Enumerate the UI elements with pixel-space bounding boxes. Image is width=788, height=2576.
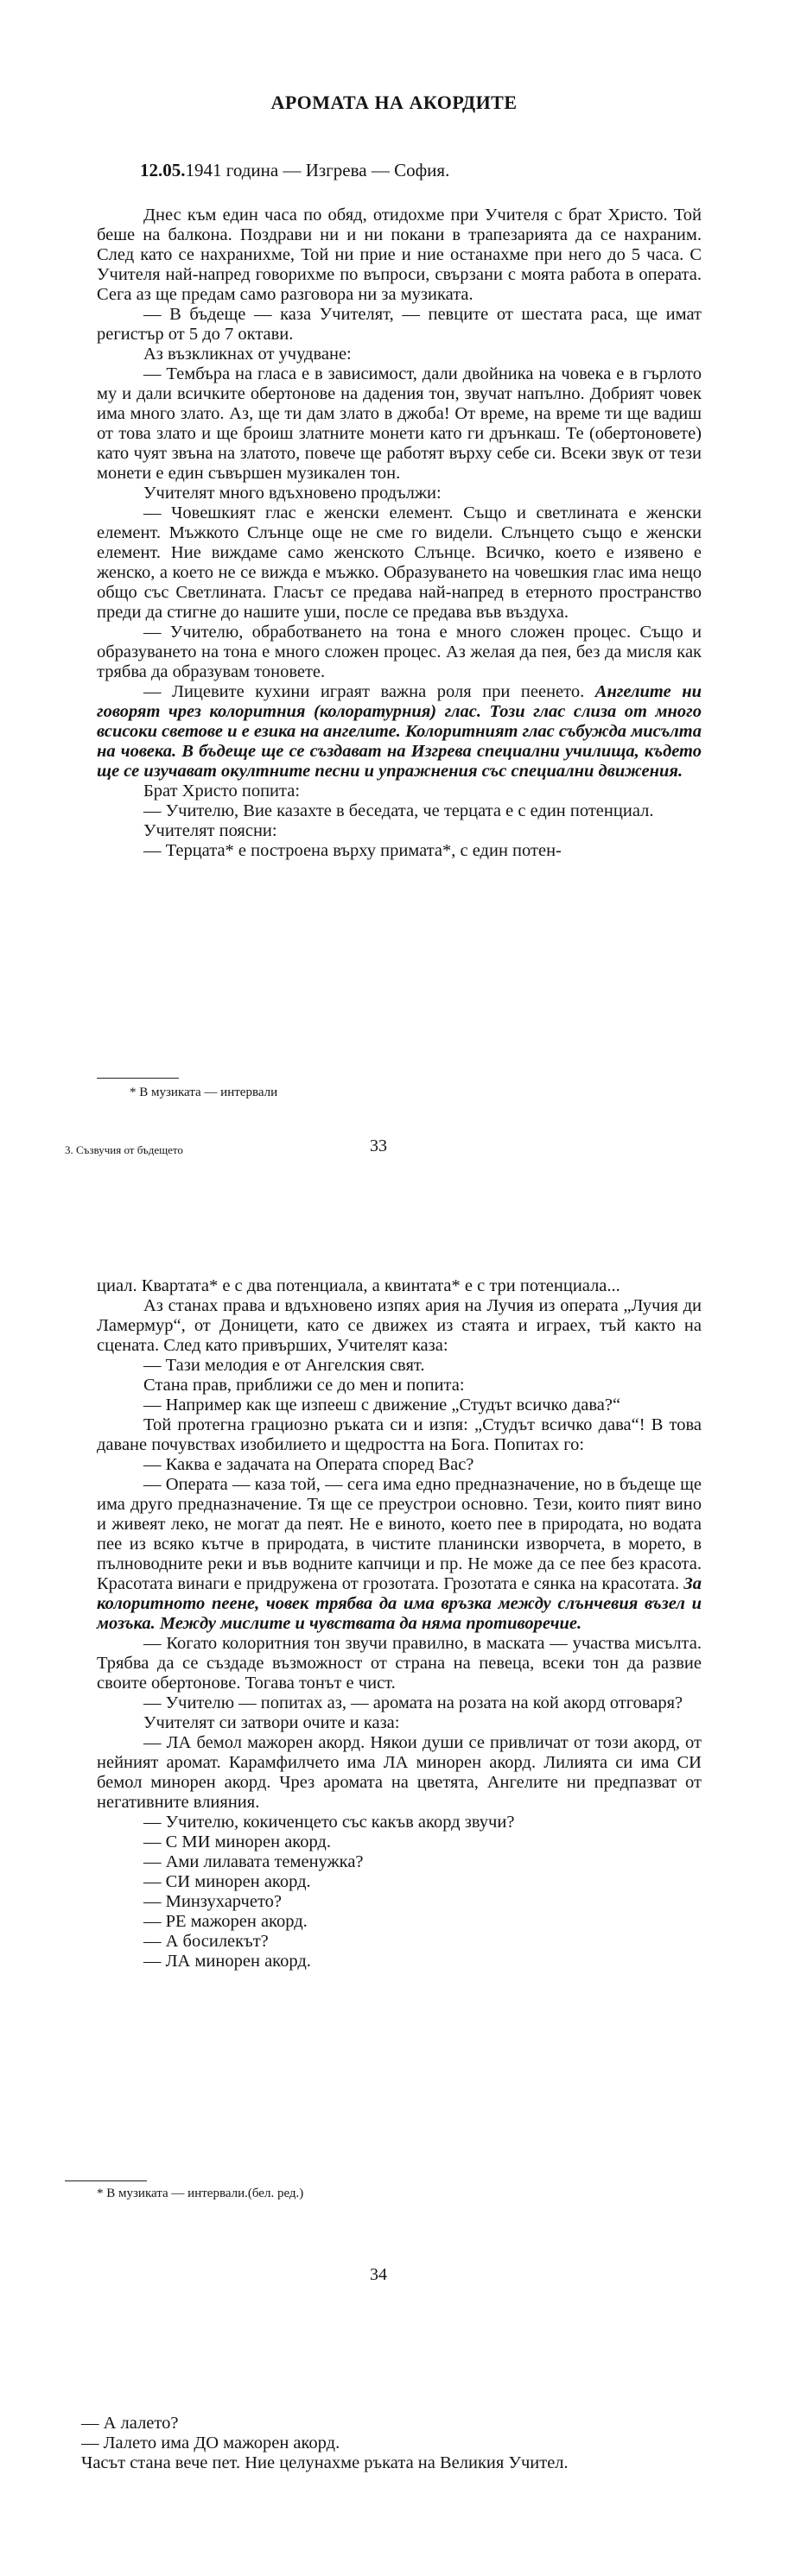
paragraph-text: — С МИ минорен акорд. bbox=[143, 1832, 331, 1851]
paragraph-text: — Лицевите кухини играят важна роля при пеенето. bbox=[143, 682, 585, 701]
paragraph-text: — СИ минорен акорд. bbox=[143, 1872, 311, 1891]
paragraph bbox=[97, 1892, 702, 1912]
paragraph bbox=[97, 1415, 702, 1455]
paragraph bbox=[97, 1872, 702, 1892]
paragraph-text: — Операта — каза той, — сега има едно предназначение, но в бъдеще ще има друго предназначение. Тя ще се преустрои основно. Тези, които пият вино и живеят леко, не могат да пеят. Не е виното, което пее в природата, но водата пее из всяко кътче в природата, в чистите планински изворчета, в морето, в пълноводните реки и във водните капчици и пр. Не може да се пее без красота. Красотата винаги е придружена от грозотата. Грозотата е сянка на красотата. bbox=[97, 1475, 702, 1593]
paragraph-text: Днес към един часа по обяд, отидохме при Учителя с брат Христо. Той беше на балкона. Поздрави ни и ни покани в трапезарията да се нахраним. След като се нахранихме, Той ни прие и ние останахме при него до 5 часа. С Учителя най-напред говорихме по въпроси, свързани с моята работа в операта. Сега аз ще предам само разговора ни за музиката. bbox=[97, 206, 702, 304]
paragraph bbox=[35, 2434, 639, 2453]
paragraph-text: Стана прав, приближи се до мен и попита: bbox=[143, 1376, 465, 1395]
paragraph-text: Учителят много вдъхновено продължи: bbox=[143, 484, 442, 503]
paragraph bbox=[97, 1912, 702, 1932]
paragraph bbox=[97, 1356, 702, 1376]
paragraph bbox=[97, 1396, 702, 1415]
paragraph-text: Часът стана вече пет. Ние целунахме ръката на Великия Учител. bbox=[81, 2453, 569, 2472]
paragraph-text: — Ами лилавата теменужка? bbox=[143, 1852, 364, 1871]
paragraph bbox=[97, 841, 702, 861]
paragraph bbox=[97, 782, 702, 801]
footnote-rule-2 bbox=[65, 2180, 147, 2181]
paragraph bbox=[97, 1296, 702, 1356]
paragraph-text: — А лалето? bbox=[81, 2414, 179, 2433]
page-number-33: 33 bbox=[370, 1136, 387, 1155]
paragraph bbox=[97, 1475, 702, 1634]
paragraph-text: Той протегна грациозно ръката си и изпя: „Студът всичко дава“! В това даване почувствах изобилието и щедростта на Бога. Попитах го: bbox=[97, 1415, 702, 1454]
dateline bbox=[140, 160, 449, 181]
paragraph bbox=[97, 821, 702, 841]
paragraph bbox=[97, 1852, 702, 1872]
paragraph-text: — Например как ще изпееш с движение „Студът всичко дава?“ bbox=[143, 1396, 621, 1415]
page-number-34: 34 bbox=[370, 2265, 387, 2284]
paragraph-text: — ЛА минорен акорд. bbox=[143, 1952, 311, 1971]
paragraph bbox=[97, 623, 702, 682]
emphasis-text: Ангелите ни говорят чрез колоритния (колоратурния) глас. Този глас слиза от много всисоки светове и е езика на ангелите. Колоритният глас събужда мисълта на човека. В бъдеще ще се създават на Изгрева специални училища, където ще се изучават окултните песни и упражнения със специални движения. bbox=[97, 682, 702, 781]
page2-body bbox=[97, 1276, 702, 1972]
paragraph-text: — А босилекът? bbox=[143, 1932, 269, 1951]
book-header-note: 3. Съзвучия от бъдещето bbox=[65, 1143, 183, 1156]
date-rest: 1941 година — Изгрева — София. bbox=[185, 160, 450, 180]
paragraph bbox=[97, 1733, 702, 1813]
paragraph bbox=[97, 1932, 702, 1952]
paragraph-text: — Тембъра на гласа е в зависимост, дали двойника на човека е в гърлото му и дали всичките обертонове на дадения тон, звучат напълно. Добрият човек има много злато. Аз, ще ти дам злато в джоба! От време, на време ти ще вадиш от това злато и ще броиш златните монети като ги дрънкаш. Те (обертоновете) като чуят звъна на златото, повече ще работят върху себе си. Всеки звук от тези монети е един съвършен музикален тон. bbox=[97, 364, 702, 483]
paragraph bbox=[35, 2453, 639, 2473]
paragraph bbox=[97, 1276, 702, 1296]
paragraph bbox=[97, 1634, 702, 1693]
paragraph bbox=[35, 2414, 639, 2434]
paragraph-text: — Учителю, кокиченцето със какъв акорд звучи? bbox=[143, 1813, 515, 1832]
paragraph bbox=[97, 1455, 702, 1475]
paragraph-text: циал. Квартата* е с два потенциала, а квинтата* е с три потенциала... bbox=[97, 1276, 620, 1295]
paragraph bbox=[97, 1952, 702, 1972]
date-bold: 12.05. bbox=[140, 160, 186, 180]
paragraph bbox=[97, 305, 702, 345]
paragraph-text: — Когато колоритния тон звучи правилно, в маската — участва мисълта. Трябва да се създаде възможност от страна на певеца, всеки тон да развие своите обертонове. Тогава тонът е чист. bbox=[97, 1634, 702, 1693]
paragraph-text: Брат Христо попита: bbox=[143, 782, 301, 801]
footnote-2: * В музиката — интервали.(бел. ред.) bbox=[97, 2187, 304, 2200]
paragraph-text: — В бъдеще — каза Учителят, — певците от шестата раса, ще имат регистър от 5 до 7 октави. bbox=[97, 305, 702, 344]
paragraph bbox=[97, 1832, 702, 1852]
article-title: АРОМАТА НА АКОРДИТЕ bbox=[270, 92, 518, 113]
paragraph-text: — Човешкият глас е женски елемент. Също и светлината е женски елемент. Мъжкото Слънце още не сме го видели. Слънцето също е женски елемент. Ние виждаме само женското Слънце. Всичко, което е изявено е женско, а което не се вижда е мъжко. Образуването на човешкия глас има нещо общо със Светлината. Гласът се предава най-напред в етерното пространство преди да стигне до нашите уши, после се предава във въздуха. bbox=[97, 503, 702, 622]
paragraph-text: Учителят поясни: bbox=[143, 821, 277, 840]
paragraph-text: — Терцата* е построена върху примата*, с един потен- bbox=[143, 841, 562, 860]
paragraph-text: — РЕ мажорен акорд. bbox=[143, 1912, 308, 1931]
paragraph bbox=[97, 206, 702, 305]
paragraph-text: Учителят си затвори очите и каза: bbox=[143, 1713, 400, 1732]
paragraph bbox=[97, 1813, 702, 1832]
paragraph bbox=[97, 503, 702, 623]
paragraph bbox=[97, 364, 702, 484]
paragraph-text: Аз станах права и вдъхновено изпях ария на Лучия из операта „Лучия ди Ламермур“, от Доницети, като се движех из стаята и играех, тъй както на сцената. След като привърших, Учителят каза: bbox=[97, 1296, 702, 1355]
page1-body bbox=[97, 206, 702, 861]
paragraph-text: — Лалето има ДО мажорен акорд. bbox=[81, 2434, 340, 2453]
paragraph bbox=[97, 682, 702, 782]
paragraph-text: — Учителю — попитах аз, — аромата на розата на кой акорд отговаря? bbox=[143, 1693, 683, 1712]
paragraph-text: Аз възкликнах от учудване: bbox=[143, 345, 352, 364]
page3-body bbox=[35, 2414, 639, 2473]
paragraph-text: — Учителю, Вие казахте в беседата, че терцата е с един потенциал. bbox=[143, 801, 654, 820]
paragraph-text: — ЛА бемол мажорен акорд. Някои души се привличат от този акорд, от нейният аромат. Карамфилчето има ЛА минорен акорд. Лилията си има СИ бемол минорен акорд. Чрез аромата на цветята, Ангелите ни предпазват от негативните влияния. bbox=[97, 1733, 702, 1812]
paragraph-text: — Минзухарчето? bbox=[143, 1892, 282, 1911]
paragraph-text: — Каква е задачата на Операта според Вас? bbox=[143, 1455, 474, 1474]
paragraph bbox=[97, 1713, 702, 1733]
paragraph-text: — Учителю, обработването на тона е много сложен процес. Също и образуването на тона е много сложен процес. Аз желая да пея, без да мисля как трябва да образувам тоновете. bbox=[97, 623, 702, 681]
paragraph bbox=[97, 484, 702, 503]
emphasis-text: За колоритното пеене, човек трябва да има връзка между слънчевия възел и мозъка. Между мислите и чувствата да няма противоречие. bbox=[97, 1574, 702, 1633]
footnote-1: * В музиката — интервали bbox=[130, 1085, 278, 1099]
paragraph bbox=[97, 801, 702, 821]
paragraph bbox=[97, 1693, 702, 1713]
paragraph-text: — Тази мелодия е от Ангелския свят. bbox=[143, 1356, 425, 1375]
paragraph bbox=[97, 1376, 702, 1396]
footnote-rule-1 bbox=[97, 1078, 179, 1079]
paragraph bbox=[97, 345, 702, 364]
